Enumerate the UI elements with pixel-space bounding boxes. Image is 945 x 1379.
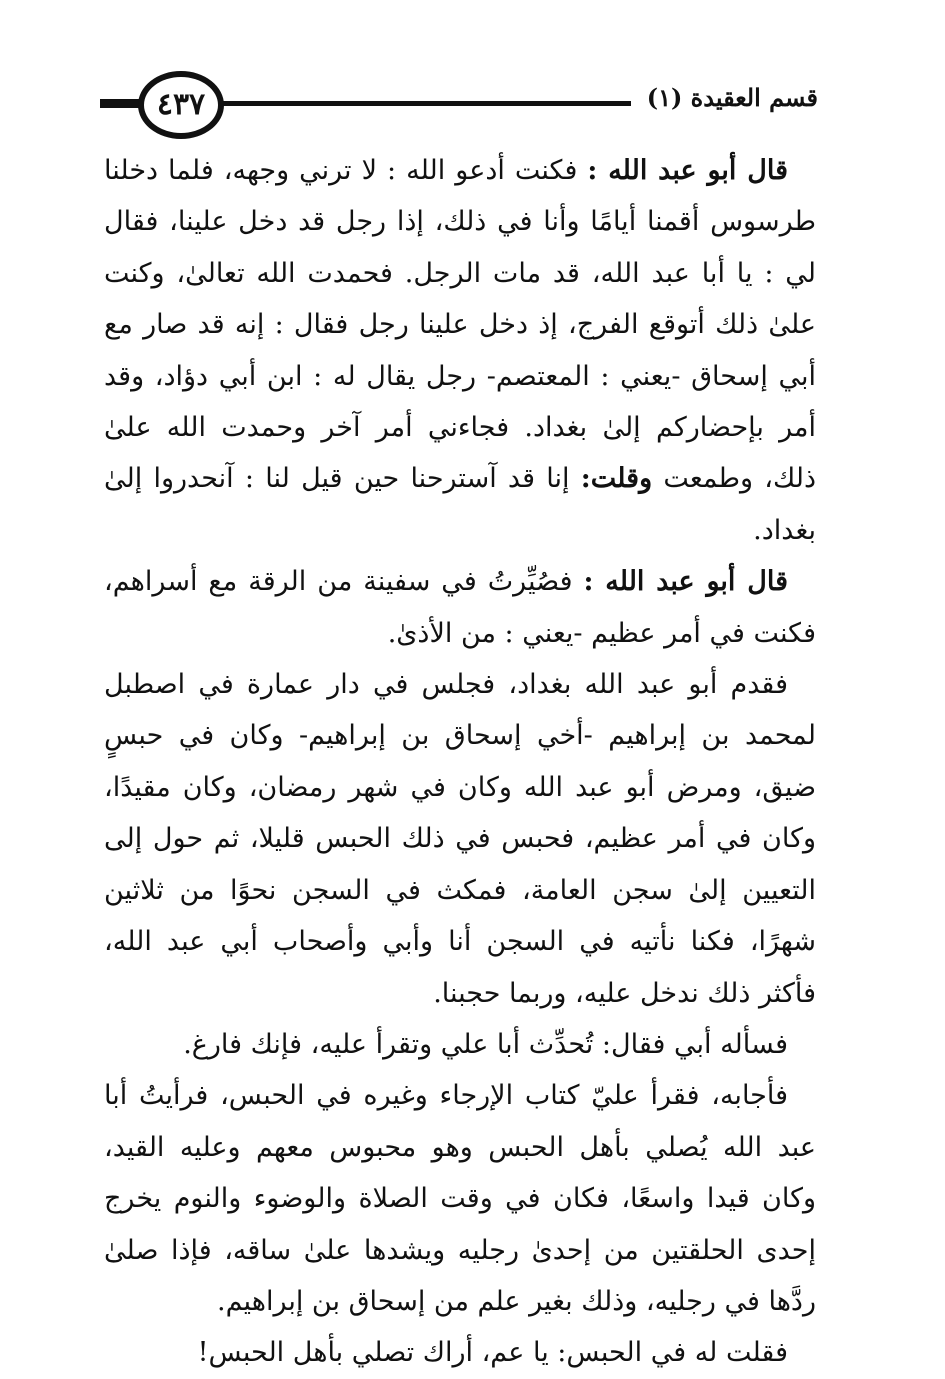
speaker-label: قال أبو عبد الله : xyxy=(587,155,788,186)
bold-phrase: وقلت: xyxy=(580,463,653,495)
paragraph-1 xyxy=(104,145,816,556)
paragraph-6: فقلت له في الحبس: يا عم، أراك تصلي بأهل الحبس! xyxy=(197,1337,788,1369)
paragraph-text: فكنت أدعو الله : لا ترني وجهه، فلما دخلنا طرسوس أقمنا أيامًا وأنا في ذلك، إذا رجل قد دخل علينا، فقال لي : يا أبا عبد الله، قد مات الرجل. فحمدت الله تعالىٰ، وكنت علىٰ ذلك أتوقع الفرج، إذ دخل علينا رجل فقال : إنه قد صار مع أبي إسحاق -يعني : المعتصم- رجل يقال له : ابن أبي دؤاد، وقد أمر بإحضاركم إلىٰ بغداد. فجاءني أمر آخر وحمدت الله علىٰ ذلك، وطمعت xyxy=(104,155,816,495)
paragraph-2 xyxy=(104,556,816,659)
body-text xyxy=(104,145,816,1379)
page-header xyxy=(100,62,818,152)
paragraph-5: فأجابه، فقرأ عليّ كتاب الإرجاء وغيره في الحبس، فرأيتُ أبا عبد الله يُصلي بأهل الحبس وهو محبوس معهم وعليه القيد، وكان قيدا واسعًا، فكان في وقت الصلاة والوضوء والنوم يخرج إحدى الحلقتين من إحدىٰ رجليه ويشدها علىٰ ساقه، فإذا صلىٰ ردَّها في رجليه، وذلك بغير علم من إسحاق بن إبراهيم. xyxy=(104,1080,816,1317)
running-title: قسم العقيدة (١) xyxy=(631,86,818,110)
speaker-label: قال أبو عبد الله : xyxy=(583,566,788,598)
paragraph-4: فسأله أبي فقال: تُحدِّث أبا علي وتقرأ عليه، فإنك فارغ. xyxy=(183,1028,788,1060)
paragraph-text: فصُيِّرتُ في سفينة من الرقة مع أسراهم، فكنت في أمر عظيم -يعني : من الأذىٰ. xyxy=(104,566,816,649)
paragraph-text: إنا قد آسترحنا حين قيل لنا : آنحدروا إلىٰ بغداد. xyxy=(104,463,816,546)
paragraph-3: فقدم أبو عبد الله بغداد، فجلس في دار عمارة في اصطبل لمحمد بن إبراهيم -أخي إسحاق بن إبراهيم- وكان في حبسٍ ضيق، ومرض أبو عبد الله وكان في شهر رمضان، وكان مقيدًا، وكان في أمر عظيم، فحبس في ذلك الحبس قليلا، ثم حول إلى التعيين إلىٰ سجن العامة، فمكث في السجن نحوًا من ثلاثين شهرًا، فكنا نأتيه في السجن أنا وأبي وأصحاب أبي عبد الله، فأكثر ذلك ندخل عليه، وربما حجبنا. xyxy=(104,669,816,1009)
page-number: ٤٣٧ xyxy=(156,87,206,122)
page-number-badge xyxy=(138,71,224,139)
